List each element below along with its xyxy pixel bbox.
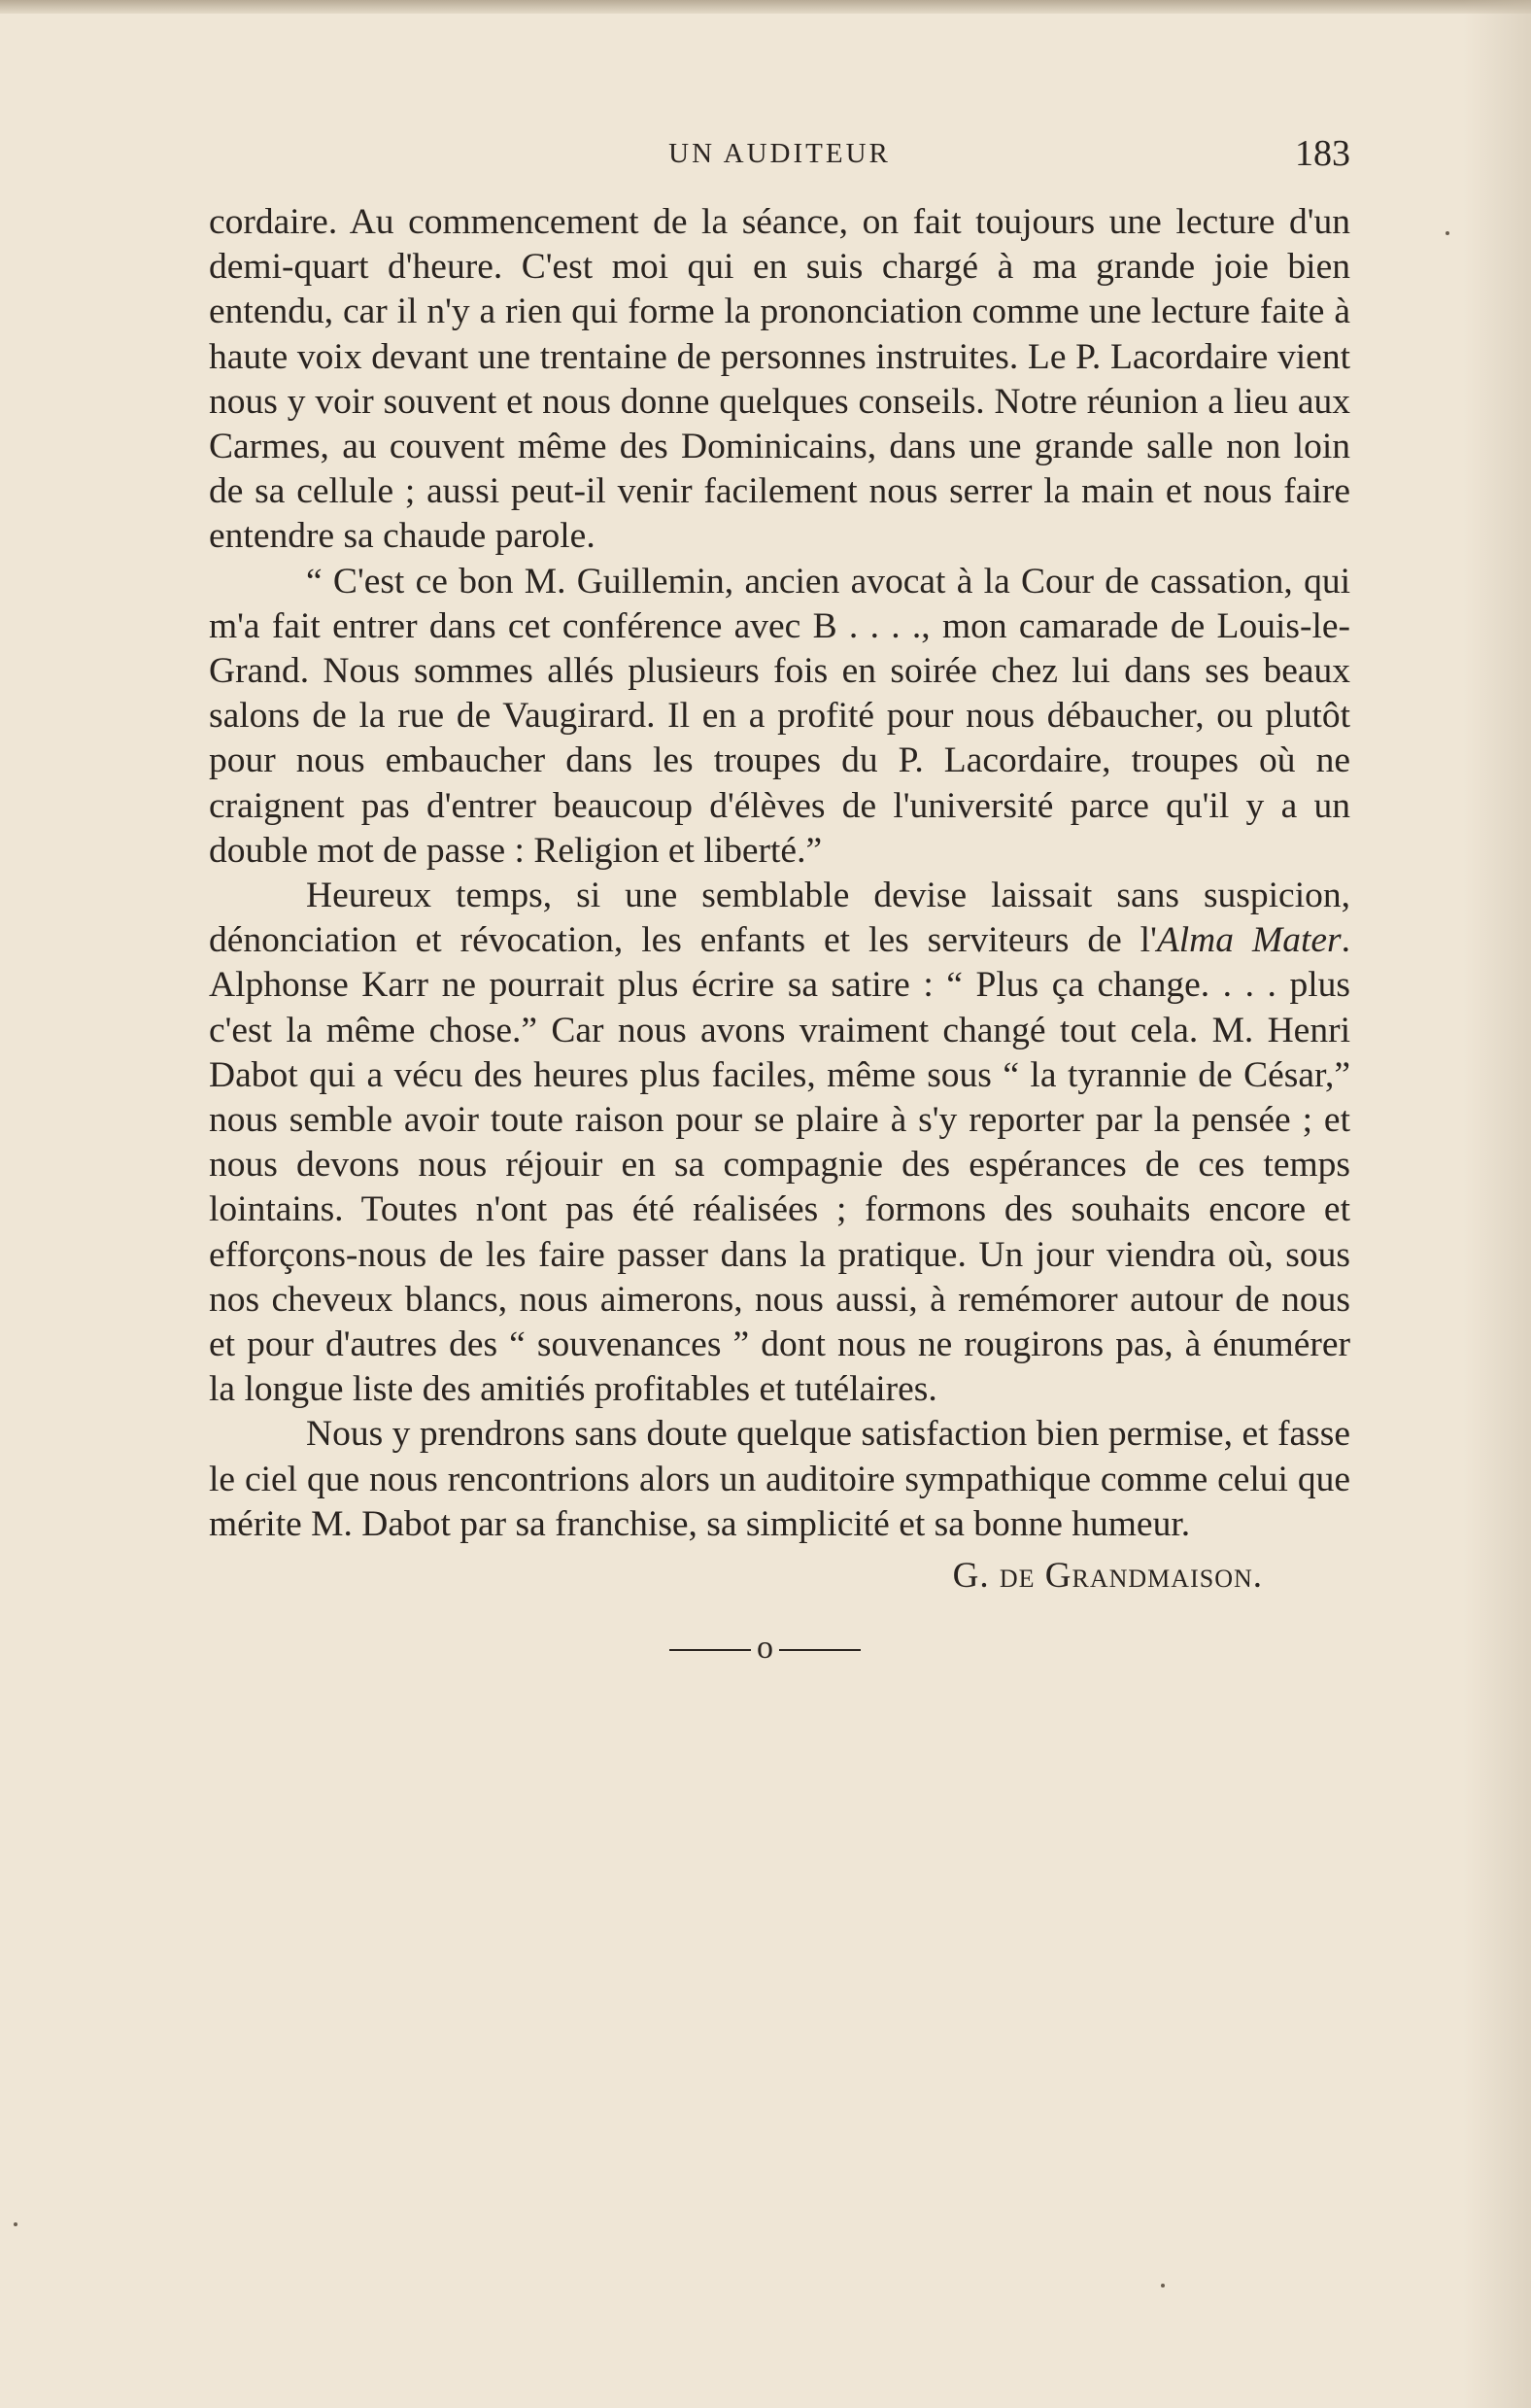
paragraph-4: Nous y prendrons sans doute quelque satisfaction bien permise, et fasse le ciel que nous rencontrions alors un auditoire sympathique comme celui que mérite M. Dabot par sa franchise, sa simplicité et sa bonne humeur. [209,1414,1350,1544]
paragraph-3-text-start: Heureux temps, si une semblable devise laissait sans suspicion, dénonciation et révocation, les enfants et les serviteurs de l' [209,876,1350,961]
page-top-edge [0,0,1531,14]
paragraph-2: “ C'est ce bon M. Guillemin, ancien avocat à la Cour de cassation, qui m'a fait entrer dans cet conférence avec B . . . ., mon camarade de Louis-le-Grand. Nous sommes allés plusieurs fois en soirée chez lui dans ses beaux salons de la rue de Vaugirard. Il en a profité pour nous débaucher, ou plutôt pour nous embaucher dans les troupes du P. Lacordaire, troupes où ne craignent pas d'entrer beaucoup d'élèves de l'université parce qu'il y a un double mot de passe : Religion et liberté.” [209,561,1350,871]
signature: G. de Grandmaison. [952,1556,1263,1597]
paper-speck [14,2222,17,2226]
paragraph-3-text-end: . Alphonse Karr ne pourrait plus écrire sa satire : “ Plus ça change. . . . plus c'est la même chose.” Car nous avons vraiment changé tout cela. M. Henri Dabot qui a vécu des heures plus faciles, même sous “ la tyrannie de César,” nous semble avoir toute raison pour se plaire à s'y reporter par la pensée ; et nous devons nous réjouir en sa compagnie des espérances de ces temps lointains. Toutes n'ont pas été réalisées ; formons des souhaits encore et efforçons-nous de les faire passer dans la pratique. Un jour viendra où, sous nos cheveux blancs, nous aimerons, nous aussi, à remémorer autour de nous et pour d'autres des “ souvenances ” dont nous ne rougirons pas, à énumérer la longue liste des amitiés profitables et tutélaires. [209,920,1350,1410]
ornament-rule-left [669,1649,751,1651]
running-title: UN AUDITEUR [668,138,891,169]
paper-speck [1446,231,1449,235]
page-number: 183 [1295,133,1350,174]
page-header [209,132,1350,181]
paragraph-3 [209,874,1350,1412]
paragraph-1: cordaire. Au commencement de la séance, on fait toujours une lecture d'un demi-quart d'heure. C'est moi qui en suis chargé à ma grande joie bien entendu, car il n'y a rien qui forme la prononciation comme une lecture faite à haute voix devant une trentaine de personnes instruites. Le P. Lacordaire vient nous y voir souvent et nous donne quelques conseils. Notre réunion a lieu aux Carmes, au couvent même des Dominicains, dans une grande salle non loin de sa cellule ; aussi peut-il venir facilement nous serrer la main et nous faire entendre sa chaude parole. [209,202,1350,557]
ornament-circle: o [757,1630,773,1667]
paper-speck [1161,2284,1165,2288]
alma-mater-italic: Alma Mater [1156,920,1342,961]
ornament-rule-right [779,1649,861,1651]
body-text [209,200,1350,1668]
page-right-shade [1463,0,1531,2408]
end-ornament [209,1629,1350,1668]
